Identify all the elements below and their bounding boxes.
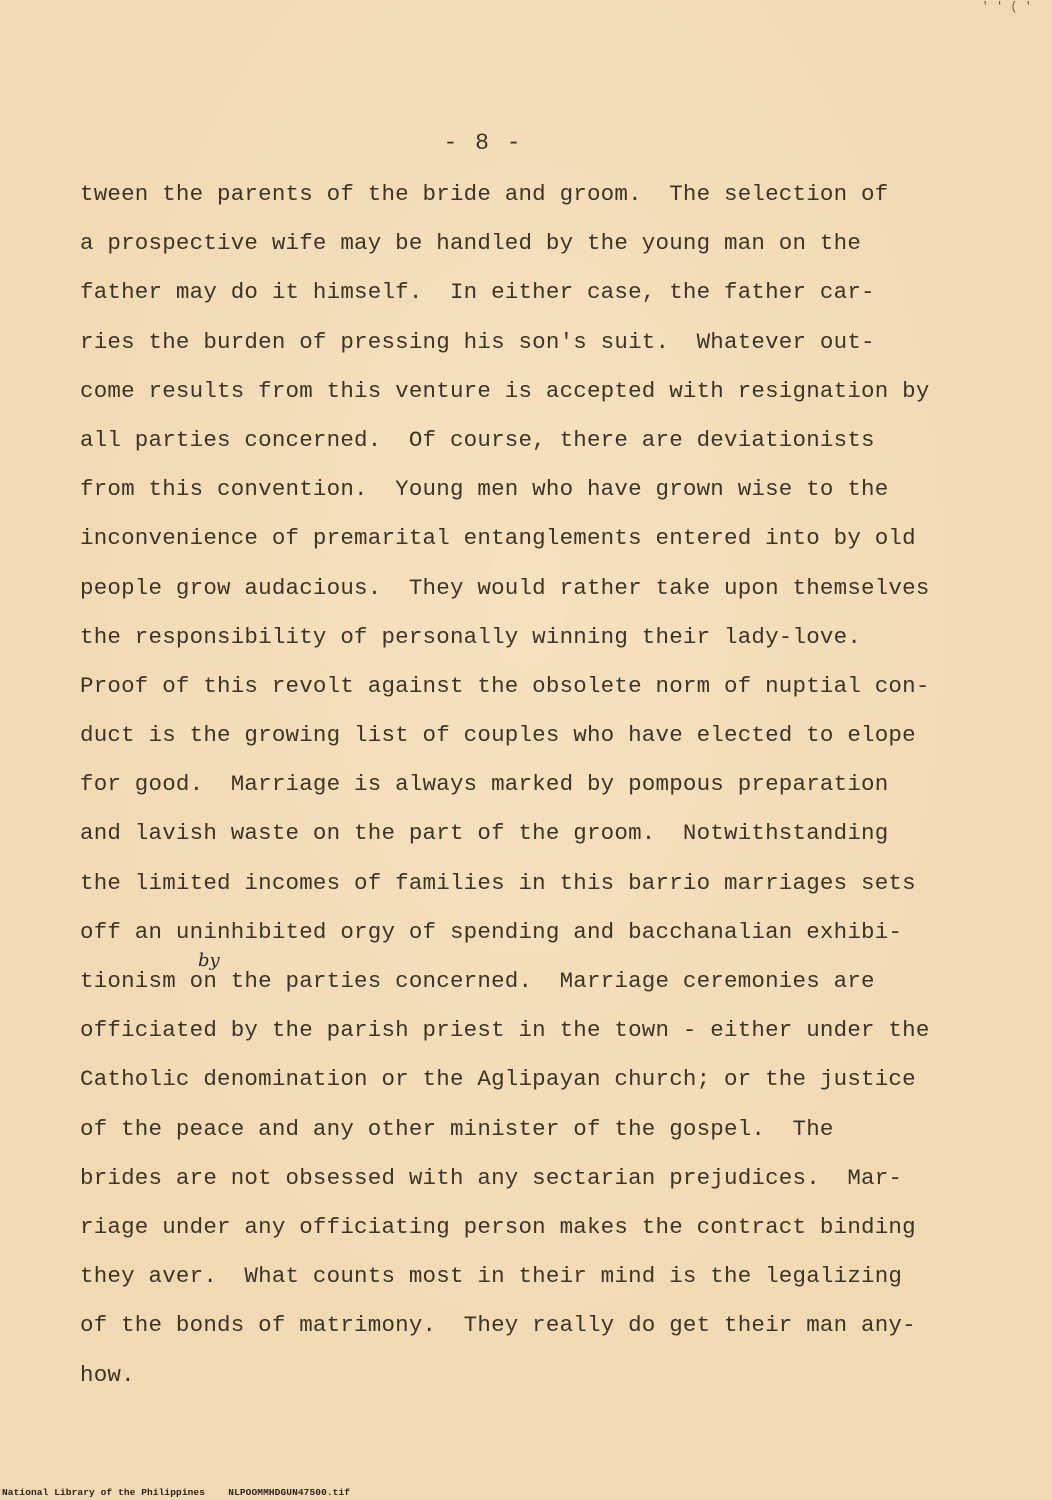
text-line: they aver. What counts most in their mind is the legalizing (80, 1263, 903, 1290)
text-line: duct is the growing list of couples who have elected to elope (80, 722, 916, 749)
text-line: brides are not obsessed with any sectarian prejudices. Mar- (80, 1164, 903, 1191)
corner-mark: ' ' ( ' (981, 0, 1032, 14)
text-line: of the bonds of matrimony. They really do get their man any- (80, 1312, 916, 1339)
text-line: for good. Marriage is always marked by pompous preparation (80, 771, 889, 798)
text-line: of the peace and any other minister of the gospel. The (80, 1115, 834, 1142)
page-number: - 8 - (443, 130, 523, 156)
text-line: all parties concerned. Of course, there are deviationists (80, 426, 875, 453)
footer-library: National Library of the Philippines (2, 1487, 206, 1498)
text-line: ries the burden of pressing his son's suit. Whatever out- (80, 328, 875, 355)
text-line: officiated by the parish priest in the town - either under the (80, 1017, 930, 1044)
text-line: a prospective wife may be handled by the young man on the (80, 230, 862, 257)
body-text (80, 170, 1000, 1400)
text-line: people grow audacious. They would rather take upon themselves (80, 574, 930, 601)
text-line: how. (80, 1361, 135, 1388)
text-line: and lavish waste on the part of the groom. Notwithstanding (80, 820, 889, 847)
text-line: from this convention. Young men who have grown wise to the (80, 476, 889, 503)
text-line: inconvenience of premarital entanglements entered into by old (80, 525, 916, 552)
text-line: off an uninhibited orgy of spending and bacchanalian exhibi- (80, 918, 903, 945)
text-line: the limited incomes of families in this barrio marriages sets (80, 869, 916, 896)
text-line: come results from this venture is accepted with resignation by (80, 377, 930, 404)
scan-footer (2, 1487, 350, 1498)
text-line: riage under any officiating person makes the contract binding (80, 1213, 916, 1240)
text-line: father may do it himself. In either case, the father car- (80, 279, 875, 306)
text-line: tween the parents of the bride and groom. The selection of (80, 181, 889, 207)
text-line: Catholic denomination or the Aglipayan church; or the justice (80, 1066, 916, 1093)
handwritten-insertion: by (198, 950, 220, 971)
text-line: the responsibility of personally winning their lady-love. (80, 623, 862, 650)
text-line: Proof of this revolt against the obsolete norm of nuptial con- (80, 672, 930, 699)
footer-filename: NLPOOMMHDGUN47500.tif (228, 1487, 351, 1498)
text-line: tionism on the parties concerned. Marriage ceremonies are (80, 968, 875, 994)
